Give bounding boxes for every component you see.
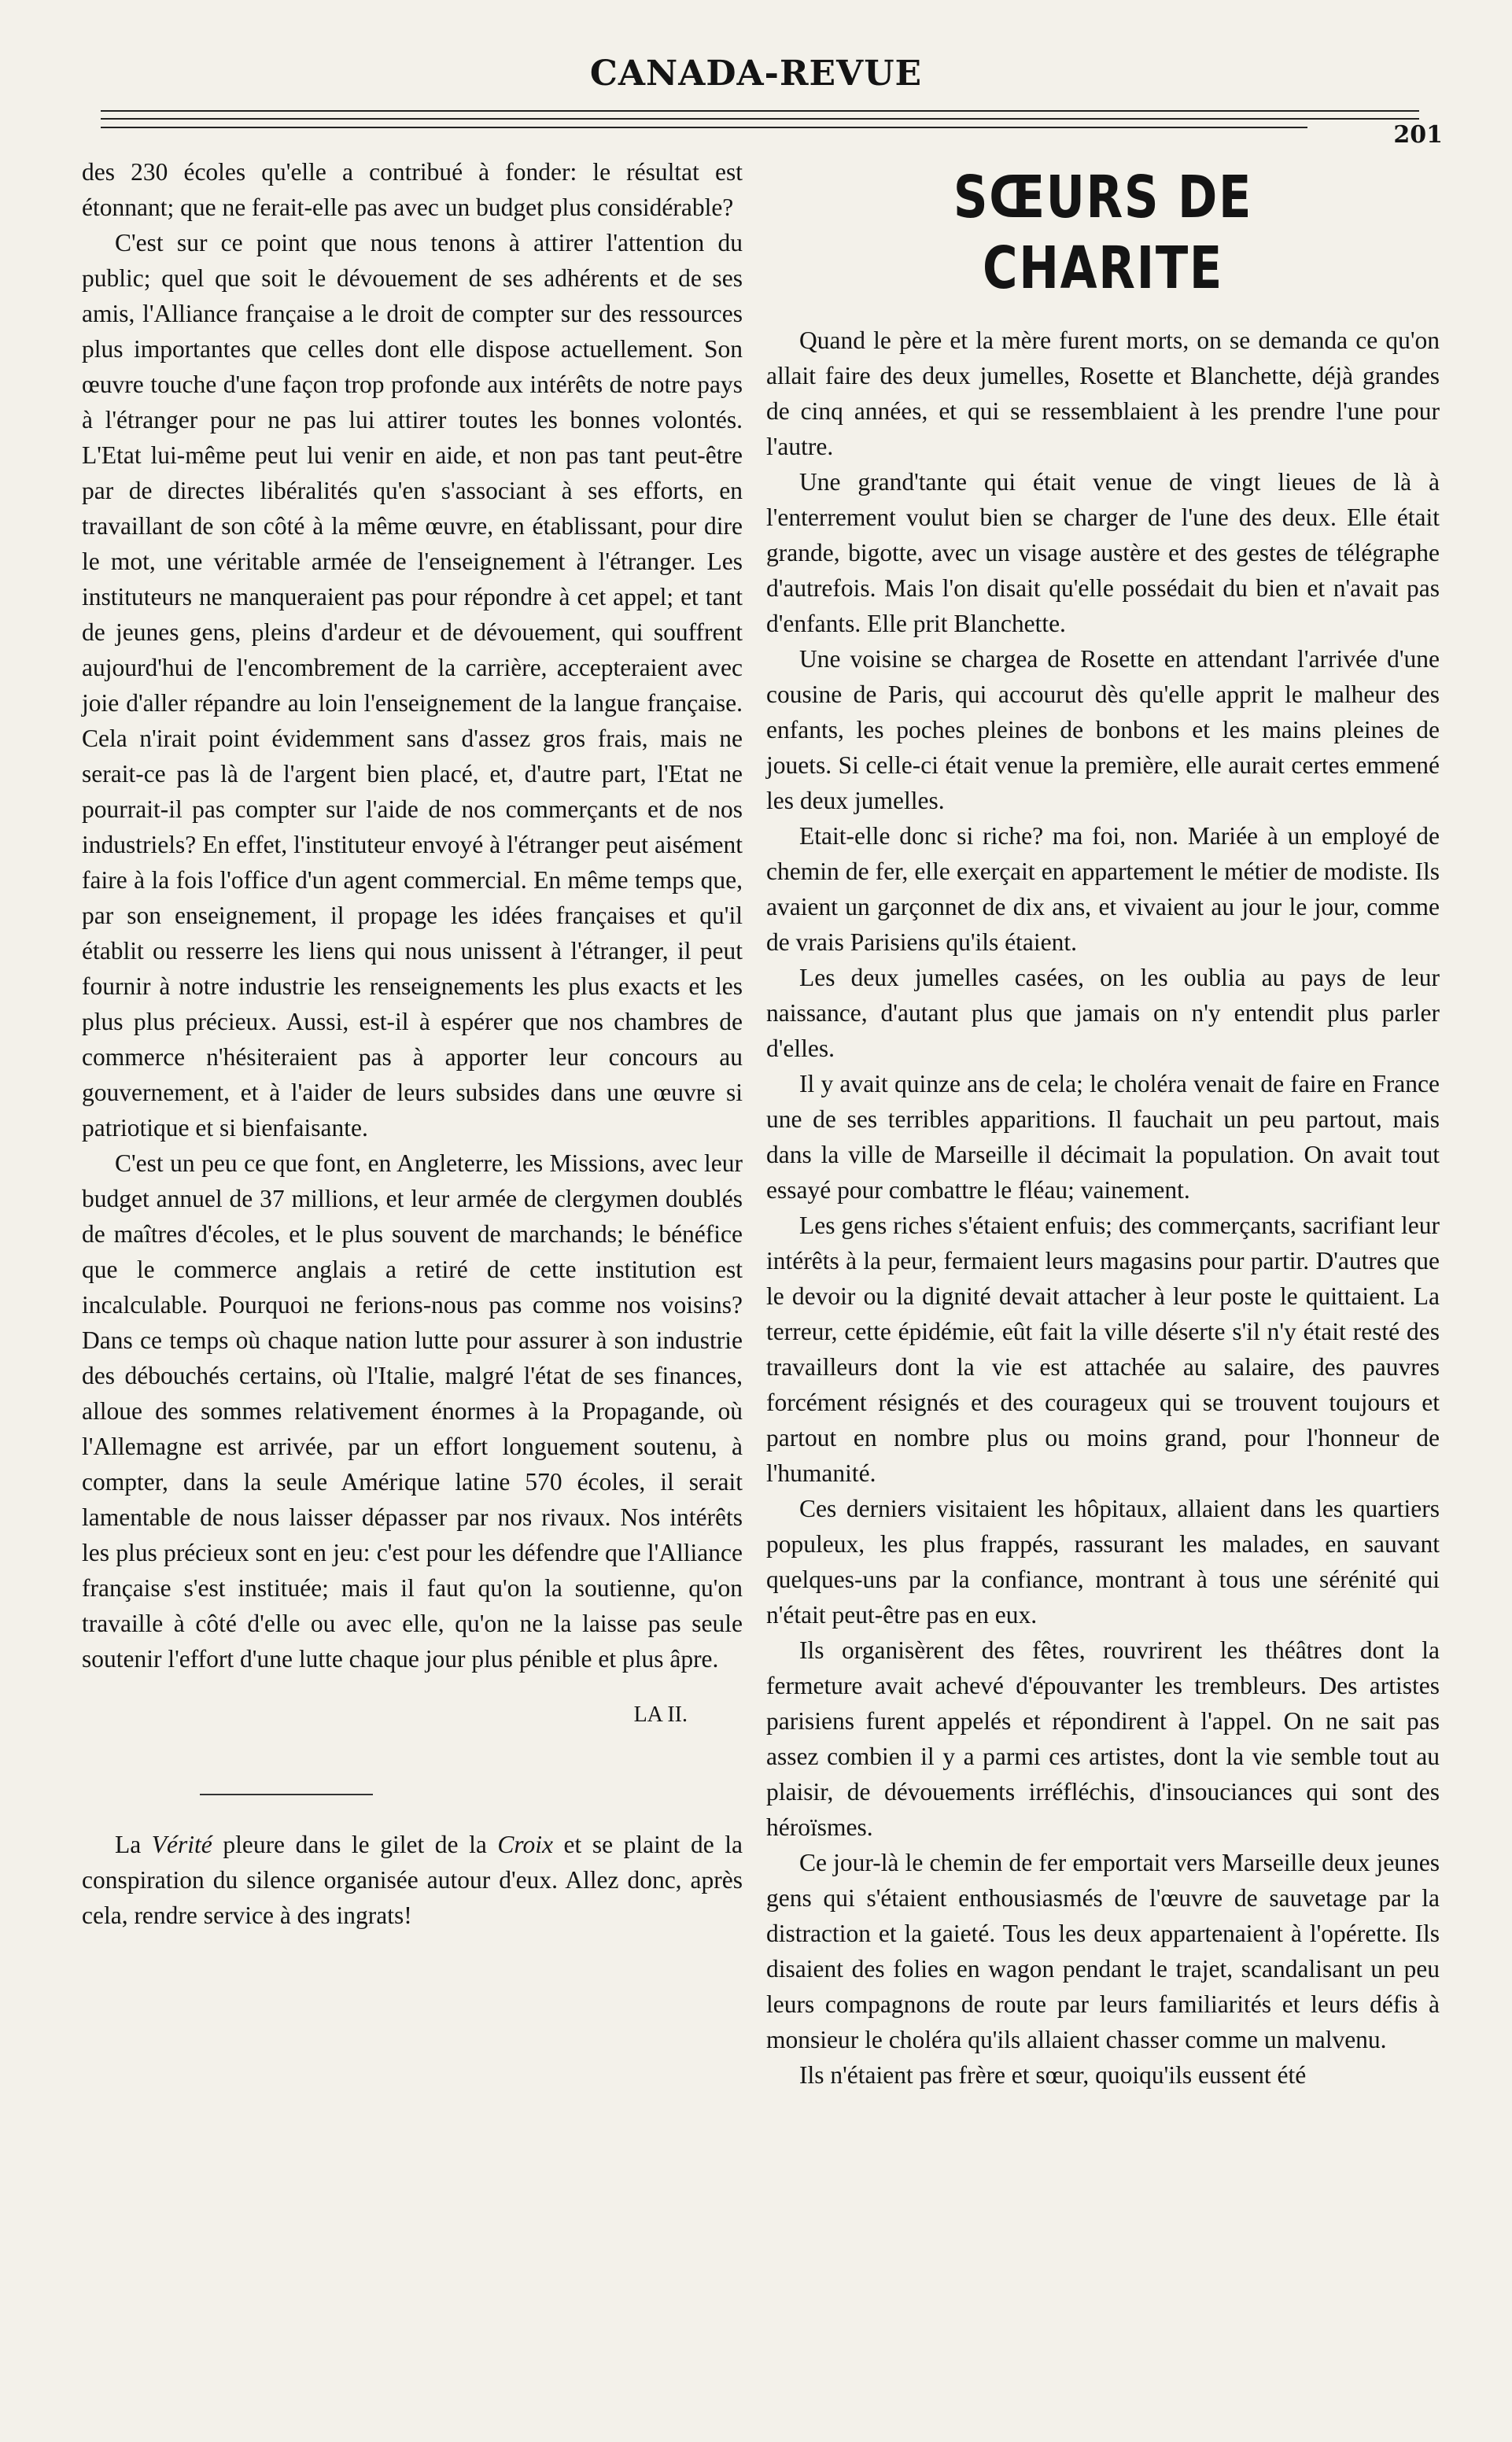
header-rule xyxy=(101,110,1419,112)
paragraph: C'est un peu ce que font, en Angleterre, les Missions, avec leur budget annuel de 37 millions, et leur armée de clergymen doublés de maîtres d'écoles, et le plus souvent de marchands; le bénéfice que le commerce anglais a retiré de cette institution est incalculable. Pourquoi ne ferions-nous pas comme nos voisins? Dans ce temps où chaque nation lutte pour assurer à son industrie des débouchés certains, où l'Italie, malgré l'état de ses finances, alloue des sommes relativement énormes à la Propagande, où l'Allemagne est arrivée, par un effort longuement soutenu, à compter, dans la seule Amérique latine 570 écoles, il serait lamentable de nous laisser dépasser par nos rivaux. Nos intérêts les plus précieux sont en jeu: c'est pour les défendre que l'Alliance française s'est instituée; mais il faut qu'on la soutienne, qu'on travaille à côté d'elle ou avec elle, qu'on ne la laisse pas seule soutenir l'effort d'une lutte chaque jour plus pénible et plus âpre. xyxy=(82,1149,743,1673)
article-signature: LA II. xyxy=(633,1702,688,1727)
header-rule xyxy=(101,127,1307,128)
paragraph: Une voisine se chargea de Rosette en attendant l'arrivée d'une cousine de Paris, qui accourut dès qu'elle apprit le malheur des enfants, les poches pleines de bonbons et les mains pleines de jouets. Si celle-ci était venue la première, elle aurait certes emmené les deux jumelles. xyxy=(766,645,1440,814)
paragraph: Les deux jumelles casées, on les oublia au pays de leur naissance, d'autant plus que jamais on n'y entendit plus parler d'elles. xyxy=(766,964,1440,1062)
paragraph: des 230 écoles qu'elle a contribué à fonder: le résultat est étonnant; que ne ferait-elle pas avec un budget plus considérable? xyxy=(82,158,743,221)
right-column xyxy=(766,154,1440,2093)
paragraph: Les gens riches s'étaient enfuis; des commerçants, sacrifiant leur intérêts à la peur, fermaient leurs magasins pour partir. D'autres que le devoir ou la dignité devait attacher à leur poste le quittaient. La terreur, cette épidémie, eût fait la ville déserte s'il n'y était resté des travailleurs dont la vie est attachée au salaire, des pauvres forcément résignés et des courageux qui se trouvent toujours et partout en nombre plus ou moins grand, pour l'honneur de l'humanité. xyxy=(766,1212,1440,1487)
header-rule xyxy=(101,118,1419,120)
paragraph: C'est sur ce point que nous tenons à attirer l'attention du public; quel que soit le dévouement de ses adhérents et de ses amis, l'Alliance française a le droit de compter sur des ressources plus importantes que celles dont elle dispose actuellement. Son œuvre touche d'une façon trop profonde aux intérêts de notre pays à l'étranger pour ne pas lui attirer toutes les bonnes volontés. L'Etat lui-même peut lui venir en aide, et non pas tant peut-être par de directes libéralités qu'en s'associant à ses efforts, en travaillant de son côté à la même œuvre, en établissant, pour dire le mot, une véritable armée de l'enseignement à l'étranger. Les instituteurs ne manqueraient pas pour répondre à cet appel; et tant de jeunes gens, pleins d'ardeur et de dévouement, qui souffrent aujourd'hui de l'encombrement de la carrière, accepteraient avec joie d'aller répandre au loin l'enseignement de la langue française. Cela n'irait point évidemment sans d'assez gros frais, mais ne serait-ce pas là de l'argent bien placé, et, d'autre part, l'Etat ne pourrait-il pas compter sur l'aide de nos commerçants et de nos industriels? En effet, l'instituteur envoyé à l'étranger peut aisément faire à la fois l'office d'un agent commercial. En même temps que, par son enseignement, il propage les idées françaises et qu'il établit ou resserre les liens qui nous unissent à l'étranger, il peut fournir à notre industrie les renseignements les plus exacts et les plus plus précieux. Aussi, est-il à espérer que nos chambres de commerce n'hésiteraient pas à apporter leur concours au gouvernement, et à l'aider de leurs subsides dans une œuvre si patriotique et si bienfaisante. xyxy=(82,229,743,1142)
note-text: La xyxy=(115,1831,152,1858)
story-headline: SŒURS DE CHARITE xyxy=(953,164,1253,302)
journal-title: Vérité xyxy=(151,1831,212,1858)
masthead-title: CANADA-REVUE xyxy=(589,53,923,94)
section-divider xyxy=(200,1794,373,1795)
paragraph: Ils organisèrent des fêtes, rouvrirent les théâtres dont la fermeture avait achevé d'épouvanter les trembleurs. Des artistes parisiens furent appelés et répondirent à l'appel. On ne sait pas assez combien il y a parmi ces artistes, dont la vie semble tout au plaisir, de dévouements irréfléchis, d'insouciances qui sont des héroïsmes. xyxy=(766,1636,1440,1841)
paragraph: Etait-elle donc si riche? ma foi, non. Mariée à un employé de chemin de fer, elle exerçait en appartement le métier de modiste. Ils avaient un garçonnet de dix ans, et vivaient au jour le jour, comme de vrais Parisiens qu'ils étaient. xyxy=(766,822,1440,956)
press-note xyxy=(82,1827,743,1933)
journal-title: Croix xyxy=(497,1831,553,1858)
note-text: pleure dans le gilet de la xyxy=(212,1831,498,1858)
paragraph: Ils n'étaient pas frère et sœur, quoiqu'ils eussent été xyxy=(799,2061,1307,2089)
left-column xyxy=(82,154,743,1933)
paragraph: Ce jour-là le chemin de fer emportait vers Marseille deux jeunes gens qui s'étaient enthousiasmés de l'œuvre de sauvetage par la distraction et la gaieté. Tous les deux appartenaient à l'opérette. Ils disaient des folies en wagon pendant le trajet, scandalisant un peu leurs compagnons de route par leurs familiarités et leurs défis à monsieur le choléra qu'ils allaient chasser comme un malvenu. xyxy=(766,1849,1440,2053)
paragraph: Il y avait quinze ans de cela; le choléra venait de faire en France une de ses terribles apparitions. Il fauchait un peu partout, mais dans la ville de Marseille il décimait la population. On avait tout essayé pour combattre le fléau; vainement. xyxy=(766,1070,1440,1204)
note-text: et se plaint de la conspiration du silence organisée autour d'eux. Allez donc, après cela, rendre service à des ingrats! xyxy=(82,1831,743,1929)
page-number: 201 xyxy=(1393,121,1443,149)
paragraph: Une grand'tante qui était venue de vingt lieues de là à l'enterrement voulut bien se charger de l'une des deux. Elle était grande, bigotte, avec un visage austère et des gestes de télégraphe d'autrefois. Mais l'on disait qu'elle possédait du bien et n'avait pas d'enfants. Elle prit Blanchette. xyxy=(766,468,1440,637)
paragraph: Quand le père et la mère furent morts, on se demanda ce qu'on allait faire des deux jumelles, Rosette et Blanchette, déjà grandes de cinq années, et qui se ressemblaient à les prendre l'une pour l'autre. xyxy=(766,326,1440,460)
paragraph: Ces derniers visitaient les hôpitaux, allaient dans les quartiers populeux, les plus frappés, rassurant les malades, en sauvant quelques-uns par la confiance, montrant à tous une sérénité qui n'était peut-être pas en eux. xyxy=(766,1495,1440,1629)
